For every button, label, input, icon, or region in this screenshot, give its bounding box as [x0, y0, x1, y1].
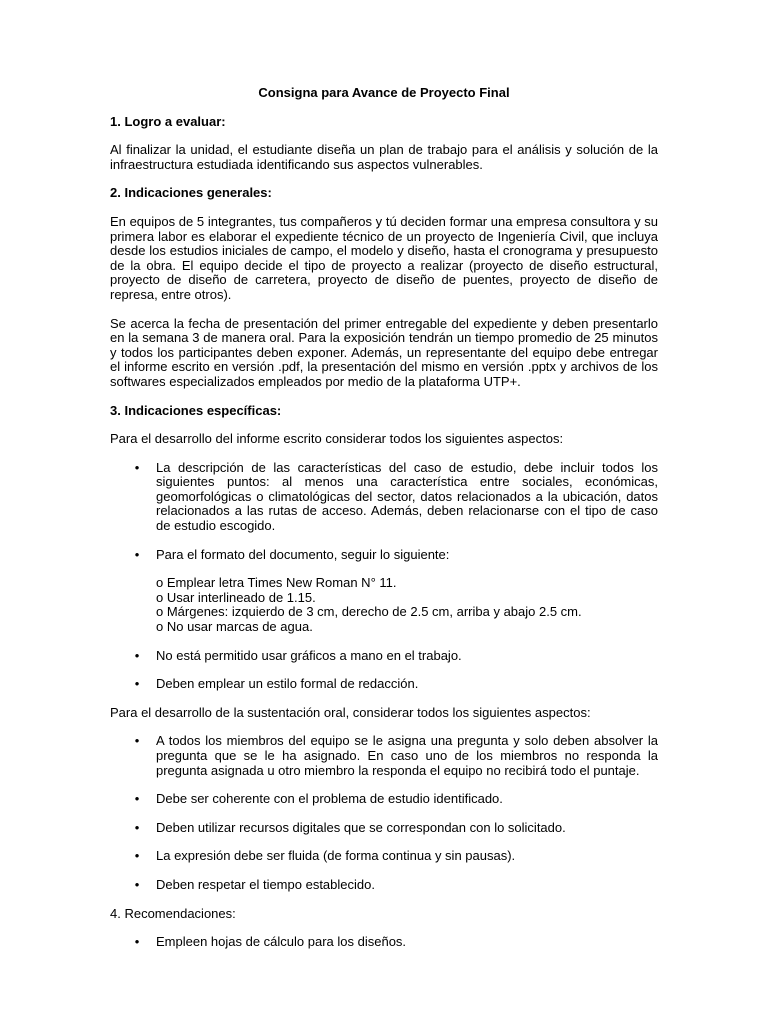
list-item-text: Para el formato del documento, seguir lo siguiente:: [156, 546, 450, 562]
list-item: [110, 461, 658, 534]
list-item-text: Debe ser coherente con el problema de estudio identificado.: [156, 791, 503, 807]
bullet-icon: •: [134, 876, 140, 892]
format-item: o Usar interlineado de 1.15.: [156, 589, 316, 605]
list-item-text: Deben respetar el tiempo establecido.: [156, 876, 375, 892]
oral-presentation-list: [110, 734, 658, 892]
format-item: o No usar marcas de agua.: [156, 619, 313, 635]
bullet-icon: •: [134, 546, 140, 562]
bullet-icon: •: [134, 934, 140, 950]
bullet-icon: •: [134, 791, 140, 807]
written-report-list: [110, 461, 658, 692]
bullet-icon: •: [134, 647, 140, 663]
written-report-intro: Para el desarrollo del informe escrito considerar todos los siguientes aspectos:: [110, 431, 564, 447]
list-item-text: No está permitido usar gráficos a mano en el trabajo.: [156, 647, 462, 663]
list-item: [110, 935, 658, 950]
section-1-text: Al finalizar la unidad, el estudiante diseña un plan de trabajo para el análisis y solución de la infraestructura estudiada identificando sus aspectos vulnerables.: [110, 142, 658, 172]
bullet-icon: •: [134, 459, 140, 475]
bullet-icon: •: [134, 848, 140, 864]
format-sublist: [156, 576, 658, 634]
list-item: [110, 649, 658, 664]
list-item: [110, 849, 658, 864]
section-4-heading: 4. Recomendaciones:: [110, 905, 236, 921]
oral-presentation-intro: Para el desarrollo de la sustentación oral, considerar todos los siguientes aspectos:: [110, 704, 591, 720]
list-item: [110, 677, 658, 692]
format-item: o Márgenes: izquierdo de 3 cm, derecho de 2.5 cm, arriba y abajo 2.5 cm.: [156, 604, 582, 620]
list-item: [110, 548, 658, 635]
section-3-heading: 3. Indicaciones específicas:: [110, 402, 282, 418]
list-item-text: Deben emplear un estilo formal de redacción.: [156, 676, 419, 692]
list-item: [110, 734, 658, 778]
section-2-paragraph-1: En equipos de 5 integrantes, tus compañeros y tú deciden formar una empresa consultora y su primera labor es elaborar el expediente técnico de un proyecto de Ingeniería Civil, que incluya desde los estudios iniciales de campo, el modelo y diseño, hasta el cronograma y presupuesto de la obra. El equipo decide el tipo de proyecto a realizar (proyecto de diseño estructural, proyecto de diseño de carretera, proyecto de diseño de puentes, proyecto de diseño de represa, entre otros).: [110, 213, 658, 302]
bullet-icon: •: [134, 676, 140, 692]
section-2-heading: 2. Indicaciones generales:: [110, 185, 272, 201]
list-item-text: Deben utilizar recursos digitales que se correspondan con lo solicitado.: [156, 819, 566, 835]
list-item: [110, 821, 658, 836]
list-item-text: A todos los miembros del equipo se le asigna una pregunta y solo deben absolver la pregunta que se le ha asignado. En caso uno de los miembros no responda la pregunta asignada u otro miembro la responda el equipo no recibirá todo el puntaje.: [156, 733, 658, 778]
section-1-heading: 1. Logro a evaluar:: [110, 113, 226, 129]
list-item-text: Empleen hojas de cálculo para los diseños.: [156, 934, 407, 950]
document-title: Consigna para Avance de Proyecto Final: [258, 85, 510, 100]
list-item-text: La expresión debe ser fluida (de forma continua y sin pausas).: [156, 848, 516, 864]
list-item: [110, 792, 658, 807]
bullet-icon: •: [134, 819, 140, 835]
document-content: [110, 86, 658, 964]
list-item: [110, 878, 658, 893]
bullet-icon: •: [134, 733, 140, 749]
format-item: o Emplear letra Times New Roman N° 11.: [156, 575, 397, 591]
recommendations-list: [110, 935, 658, 950]
list-item-text: La descripción de las características del caso de estudio, debe incluir todos los siguientes puntos: al menos una característica entre sociales, económicas, geomorfológicas o climatológicas del sector, datos relacionados a la ubicación, datos relacionados a las rutas de acceso. Además, deben relacionarse con el tipo de caso de estudio escogido.: [156, 459, 658, 534]
section-2-paragraph-2: Se acerca la fecha de presentación del primer entregable del expediente y deben presentarlo en la semana 3 de manera oral. Para la exposición tendrán un tiempo promedio de 25 minutos y todos los participantes deben exponer. Además, un representante del equipo debe entregar el informe escrito en versión .pdf, la presentación del mismo en versión .pptx y archivos de los softwares especializados empleados por medio de la plataforma UTP+.: [110, 315, 658, 389]
